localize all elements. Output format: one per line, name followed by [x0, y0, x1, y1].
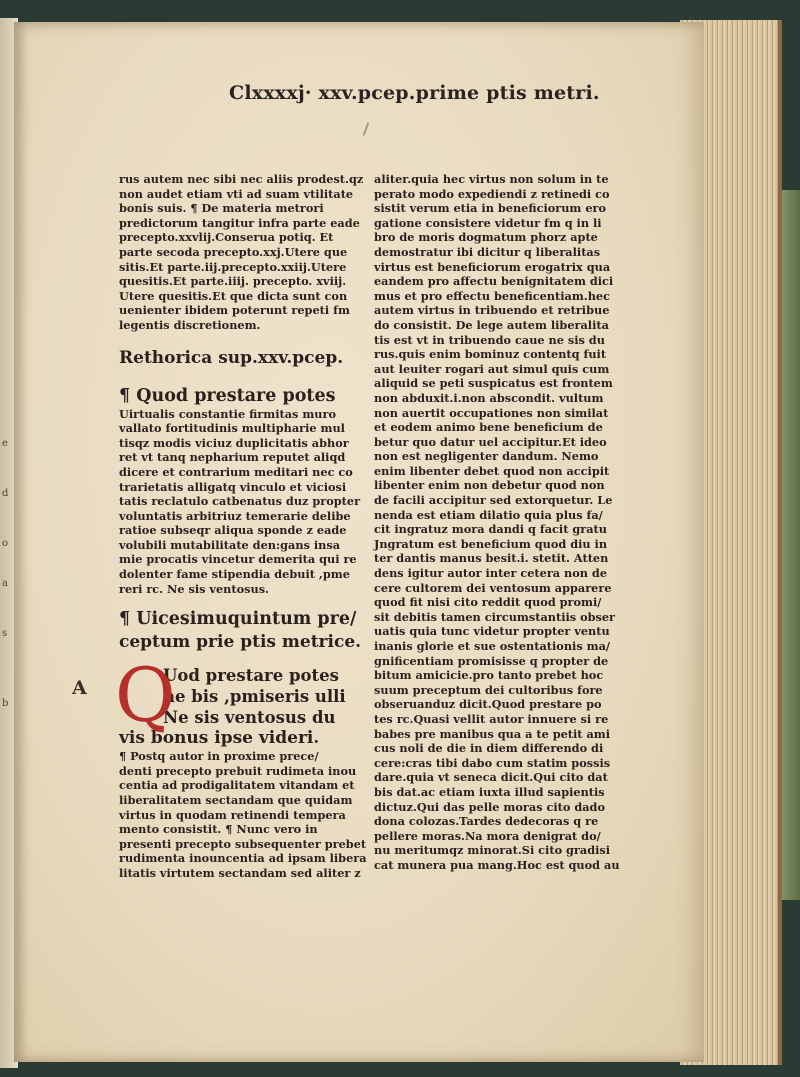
left-bottom-block [119, 749, 367, 880]
text-line: reri rc. Ne sis ventosus. [119, 581, 269, 596]
text-line: pellere moras.Na mora denigrat do/ [374, 828, 601, 843]
prev-page-mark: b [2, 698, 9, 709]
text-line: non abduxit.i.non abscondit. vultum [374, 390, 604, 405]
text-line: rudimenta inouncentia ad ipsam libera [119, 851, 367, 866]
text-line: dona colozas.Tardes dedecoras q re [374, 814, 599, 829]
text-line: mus et pro effectu beneficentiam.hec [374, 288, 610, 303]
text-line: eandem pro affectu benignitatem dici [374, 274, 614, 289]
text-line: gatione consistere videtur fm q in li [374, 215, 602, 230]
text-line: presenti precepto subsequenter prebet [119, 836, 367, 851]
text-line: denti precepto prebuit rudimeta inou [119, 763, 357, 778]
precept-heading-line2: ceptum prie ptis metrice. [119, 632, 362, 653]
text-line: dicere et contrarium meditari nec co [119, 464, 353, 479]
prev-page-mark: a [2, 578, 8, 589]
text-line: trarietatis alligatq vinculo et viciosi [119, 479, 347, 494]
prev-page-mark: d [2, 488, 9, 499]
text-line: vallato fortitudinis multipharie mul [119, 421, 345, 436]
text-line: tisqz modis viciuz duplicitatis abhor [119, 435, 349, 450]
quote-heading: ¶ Quod prestare potes [119, 385, 336, 406]
text-line: Uod prestare potes [163, 666, 339, 686]
text-line: rus.quis enim bominuz contentq fuit [374, 347, 607, 362]
prev-page-mark: s [2, 628, 8, 639]
running-head: Clxxxxj· xxv.pcep.prime ptis metri. [229, 82, 600, 104]
margin-letter: A [72, 677, 87, 699]
left-column [115, 172, 367, 881]
text-line: ret vt tanq nepharium reputet aliqd [119, 450, 346, 465]
text-line: Utere quesitis.Et que dicta sunt con [119, 288, 348, 303]
text-line: uenienter ibidem poterunt repeti fm [119, 303, 350, 318]
left-top-block [119, 172, 364, 333]
text-line: autem virtus in tribuendo et retribue [374, 303, 610, 318]
text-line: centia ad prodigalitatem vitandam et [119, 778, 355, 793]
text-line: betur quo datur uel accipitur.Et ideo [374, 434, 607, 449]
verse-lines [163, 665, 346, 728]
text-line: aliquid se peti suspicatus est frontem [374, 376, 613, 391]
text-line: suum preceptum dei cultoribus fore [374, 682, 603, 697]
book-page [14, 22, 704, 1062]
text-line: rus autem nec sibi nec aliis prodest.qz [119, 172, 364, 186]
initial-letter: Q [115, 653, 176, 740]
text-line: gnificentiam promisisse q propter de [374, 653, 609, 668]
text-line: nenda est etiam dilatio quia plus fa/ [374, 507, 603, 522]
text-line: et eodem animo bene beneficium de [374, 420, 603, 435]
text-line: virtus est beneficiorum erogatrix qua [374, 259, 611, 274]
verse-final-line: vis bonus ipse videri. [119, 728, 320, 749]
text-line: ¶ Postq autor in proxime prece/ [119, 749, 319, 764]
text-line: sit debitis tamen circumstantiis obser [374, 609, 616, 624]
text-line: perato modo expediendi z retinedi co [374, 186, 610, 201]
prev-page-mark: e [2, 438, 8, 449]
prev-page-mark: o [2, 538, 9, 549]
pencil-mark [363, 122, 370, 136]
text-line: tes rc.Quasi vellit autor innuere si re [374, 711, 609, 726]
text-line: ratioe subseqr aliqua sponde z eade [119, 523, 347, 538]
text-line: de facili accipitur sed extorquetur. Le [374, 493, 613, 508]
text-line: bis dat.ac etiam iuxta illud sapientis [374, 784, 605, 799]
text-line: quod fit nisi cito reddit quod promi/ [374, 595, 602, 610]
text-line: demostratur ibi dicitur q liberalitas [374, 244, 601, 259]
text-line: sitis.Et parte.iij.precepto.xxiij.Utere [119, 259, 347, 274]
text-line: obseruanduz dicit.Quod prestare po [374, 697, 602, 712]
text-line: mento consistit. ¶ Nunc vero in [119, 822, 318, 837]
text-line: aliter.quia hec virtus non solum in te [374, 172, 609, 186]
text-line: cit ingratuz mora dandi q facit gratu [374, 522, 607, 537]
text-line: dens igitur autor inter cetera non de [374, 566, 608, 581]
text-line: cere cultorem dei ventosum apparere [374, 580, 612, 595]
text-line: dolenter fame stipendia debuit ,pme [119, 567, 350, 582]
text-line: ter dantis manus besit.i. stetit. Atten [374, 551, 609, 566]
text-line: tatis reclatulo catbenatus duz propter [119, 494, 361, 509]
text-line: non audet etiam vti ad suam vtilitate [119, 186, 354, 201]
text-line: precepto.xxvlij.Conserua potiq. Et [119, 230, 334, 245]
text-line: Uirtualis constantie firmitas muro [119, 406, 336, 421]
text-line: bro de moris dogmatum phorz apte [374, 230, 598, 245]
text-line: libenter enim non debetur quod non [374, 478, 605, 493]
text-line: predictorum tangitur infra parte eade [119, 215, 360, 230]
section-heading-rethorica: Rethorica sup.xxv.pcep. [119, 347, 344, 368]
text-line: cere:cras tibi dabo cum statim possis [374, 755, 611, 770]
text-line: tis est vt in tribuendo caue ne sis du [374, 332, 605, 347]
text-line: ne bis ,pmiseris ulli [163, 687, 346, 707]
text-line: litatis virtutem sectandam sed aliter z [119, 866, 361, 880]
text-line: uatis quia tunc videtur propter ventu [374, 624, 610, 639]
text-line: voluntatis arbitriuz temerarie delibe [119, 508, 351, 523]
text-line: Ne sis ventosus du [163, 708, 336, 728]
text-line: nu meritumqz minorat.Si cito gradisi [374, 843, 611, 858]
text-line: volubili mutabilitate den:gans insa [119, 537, 341, 552]
left-mid-block [119, 406, 361, 597]
text-line: babes pre manibus qua a te petit ami [374, 726, 611, 741]
text-line: virtus in quodam retinendi tempera [119, 807, 346, 822]
text-line: aut leuiter rogari aut simul quis cum [374, 361, 610, 376]
text-line: sistit verum etia in beneficiorum ero [374, 201, 606, 216]
text-line: bonis suis. ¶ De materia metrori [119, 201, 324, 216]
text-line: enim libenter debet quod non accipit [374, 463, 610, 478]
right-text-block [374, 172, 620, 873]
text-line: dare.quia vt seneca dicit.Qui cito dat [374, 770, 608, 785]
text-line: cus noli de die in diem differendo di [374, 741, 604, 756]
text-line: do consistit. De lege autem liberalita [374, 317, 609, 332]
text-line: Jngratum est beneficium quod diu in [374, 536, 608, 551]
text-line: legentis discretionem. [119, 317, 261, 332]
text-line: liberalitatem sectandam que quidam [119, 793, 353, 808]
text-line: cat munera pua mang.Hoc est quod au [374, 857, 620, 872]
text-line: bitum amicicie.pro tanto prebet hoc [374, 668, 604, 683]
right-column [374, 172, 620, 873]
text-line: non auertit occupationes non similat [374, 405, 609, 420]
text-line: mie procatis vincetur demerita qui re [119, 552, 357, 567]
text-line: dictuz.Qui das pelle moras cito dado [374, 799, 605, 814]
text-line: inanis glorie et sue ostentationis ma/ [374, 639, 611, 653]
precept-heading-line1: ¶ Uicesimuquintum pre/ [119, 609, 357, 630]
text-line: quesitis.Et parte.iiij. precepto. xviij. [119, 274, 347, 289]
text-line: parte secoda precepto.xxj.Utere que [119, 244, 348, 259]
text-line: non est negligenter dandum. Nemo [374, 449, 599, 464]
